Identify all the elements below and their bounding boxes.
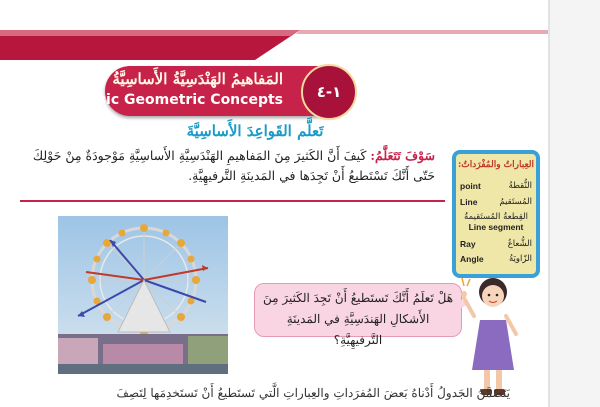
vocab-item-line <box>460 197 532 207</box>
vocab-item-angle <box>460 254 532 264</box>
vocab-en: Line <box>460 197 478 207</box>
lesson-title-english: Basic Geometric Concepts <box>77 92 283 108</box>
vocab-ar: المُستَقيمُ <box>499 197 532 207</box>
top-decorative-band <box>0 0 600 60</box>
intro-paragraph <box>20 146 435 186</box>
vocab-ar: الزّاويَةُ <box>508 254 532 264</box>
speech-bubble-text: هَلْ تَعلَمُ أَنَّكَ تَستَطيعُ أَنْ تَجِدَ الكَثيرَ مِنَ الأَشكالِ الهَندَسِيَّةِ في المَدينَةِ التَّرفيهِيَّةِ؟ <box>262 291 454 347</box>
vocab-ar: الشُّعاعُ <box>507 239 532 249</box>
vocab-ar: النُّقطةُ <box>508 181 532 191</box>
girl-character-illustration <box>458 272 528 400</box>
vocab-ar: القِطعةُ المُستَقيمةُ <box>464 212 528 222</box>
lesson-number-badge: ١-٤ <box>301 64 357 120</box>
vocab-en: Line segment <box>468 222 524 232</box>
vocab-en: point <box>460 181 481 191</box>
lesson-title-arabic: المَفاهيمُ الهَنْدَسِيَّةُ الأَساسِيَّةُ <box>112 70 283 88</box>
page-edge-strip <box>548 0 600 407</box>
ferris-wheel-photo <box>58 216 228 374</box>
speech-bubble <box>254 283 462 347</box>
vocabulary-title: العِباراتُ والمُفْرَداتُ: <box>457 160 535 170</box>
bottom-paragraph: يَتَضَمَّنُ الجَدولُ أَدْناهُ بَعضَ المُفرَداتِ والعِباراتِ الَّتي تَستَطيعُ أَنْ تَستَخدِمَها لِتَصِفَ <box>116 386 510 400</box>
lesson-header <box>77 66 353 116</box>
vocabulary-box <box>452 150 540 278</box>
vocab-item-point <box>460 181 532 191</box>
section-subtitle: تَعلَّم القَواعِدَ الأَساسِيَّةَ <box>186 122 324 140</box>
vocab-item-line-segment <box>460 212 532 232</box>
vocab-item-ray <box>460 239 532 249</box>
intro-label: سَوْفَ تَتَعَلَّمُ: <box>370 148 435 163</box>
divider-rule <box>20 200 445 202</box>
intro-text: كَيفَ أَنَّ الكَثيرَ مِنَ المَفاهيمِ الهَنْدَسِيَّةِ الأَساسِيَّةِ مَوْجودَةٌ مِنْ حَوْلِكَ حَتّى أَنَّكَ تَسْتَطيعُ أَنْ تَجِدَها في المَدينَةِ التَّرفيهِيَّةِ. <box>32 148 435 183</box>
vocab-en: Ray <box>460 239 476 249</box>
vocab-en: Angle <box>460 254 484 264</box>
